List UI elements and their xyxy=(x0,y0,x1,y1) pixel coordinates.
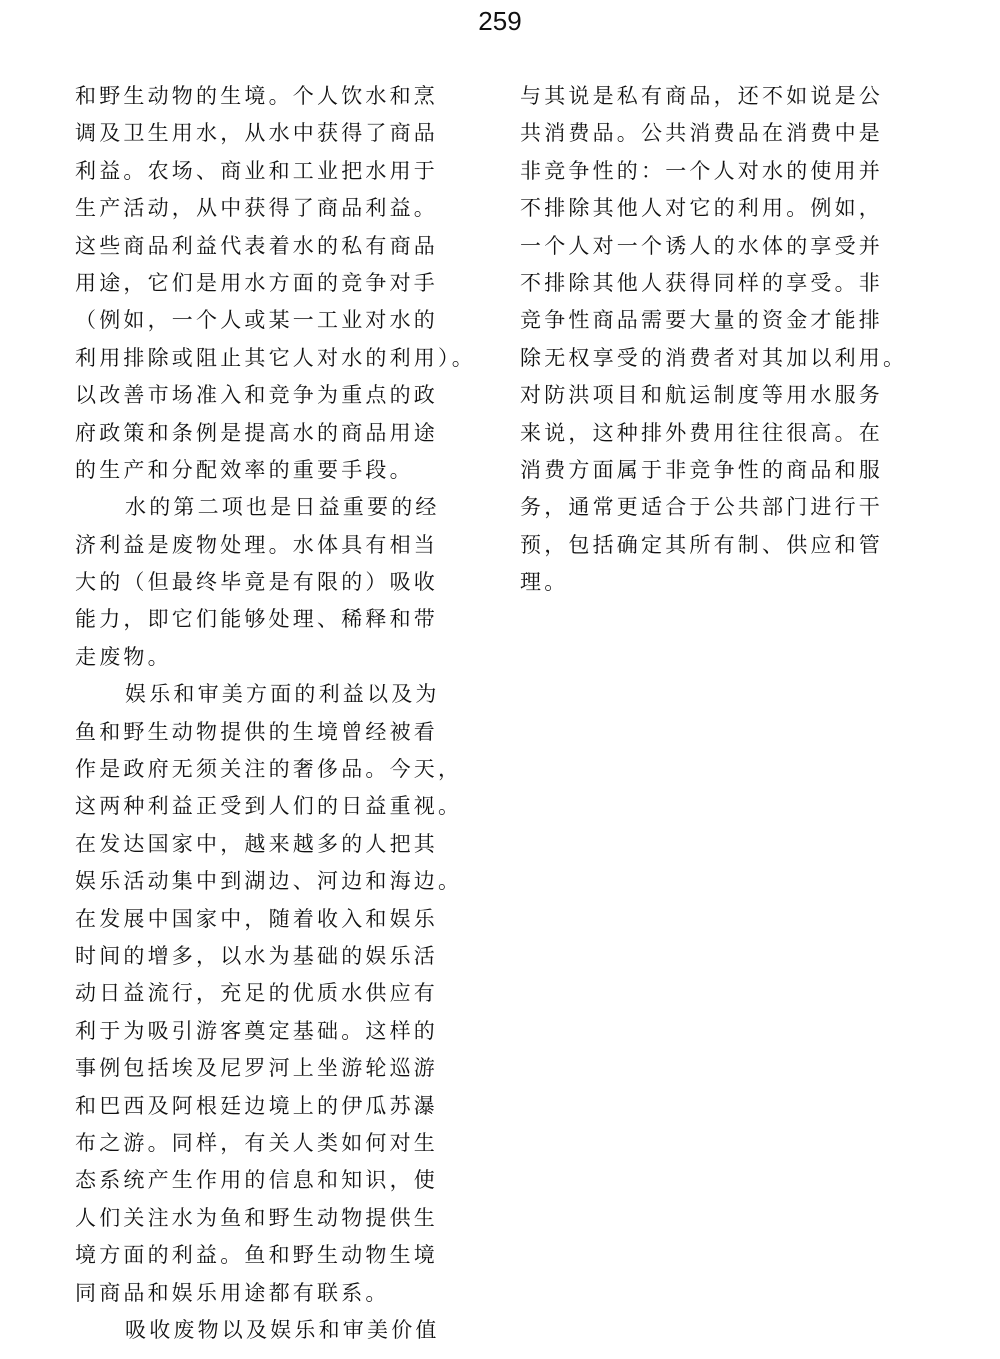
text-line: 同商品和娱乐用途都有联系。 xyxy=(75,1280,390,1305)
paragraph-start-line: 水的第二项也是日益重要的经 xyxy=(125,495,440,520)
text-line: 一个人对一个诱人的水体的享受并 xyxy=(520,233,883,258)
text-line: 动日益流行，充足的优质水供应有 xyxy=(75,981,438,1006)
text-line: 府政策和条例是提高水的商品用途 xyxy=(75,420,438,445)
text-line: 生产活动，从中获得了商品利益。 xyxy=(75,196,438,221)
text-line: 济利益是废物处理。水体具有相当 xyxy=(75,532,438,557)
text-line: 非竞争性的：一个人对水的使用并 xyxy=(520,158,883,183)
text-line: 用途，它们是用水方面的竞争对手 xyxy=(75,270,438,295)
text-line: 利用排除或阻止其它人对水的利用）。 xyxy=(75,345,476,370)
text-line: 和巴西及阿根廷边境上的伊瓜苏瀑 xyxy=(75,1093,438,1118)
text-line: 预，包括确定其所有制、供应和管 xyxy=(520,532,883,557)
text-line: 和野生动物的生境。个人饮水和烹 xyxy=(75,84,438,108)
text-line: 在发展中国家中，随着收入和娱乐 xyxy=(75,906,438,931)
text-line: （例如，一个人或某一工业对水的 xyxy=(75,308,438,333)
text-line: 能力，即它们能够处理、稀释和带 xyxy=(75,607,438,632)
page-number: 259 xyxy=(478,6,522,36)
paragraph-start-line: 吸收废物以及娱乐和审美价值 xyxy=(125,1317,440,1342)
text-line: 大的（但最终毕竟是有限的）吸收 xyxy=(75,570,438,595)
text-line: 作是政府无须关注的奢侈品。今天， xyxy=(75,757,463,782)
text-line: 对防洪项目和航运制度等用水服务 xyxy=(520,383,883,408)
text-line: 鱼和野生动物提供的生境曾经被看 xyxy=(75,719,438,744)
text-line: 与其说是私有商品，还不如说是公 xyxy=(520,84,883,108)
text-line: 消费方面属于非竞争性的商品和服 xyxy=(520,457,883,482)
text-line: 在发达国家中，越来越多的人把其 xyxy=(75,831,438,856)
text-line: 这些商品利益代表着水的私有商品 xyxy=(75,233,438,258)
right-text-column xyxy=(520,78,940,601)
paragraph-start-line: 娱乐和审美方面的利益以及为 xyxy=(125,682,440,707)
text-line: 态系统产生作用的信息和知识，使 xyxy=(75,1168,438,1193)
text-line: 调及卫生用水，从水中获得了商品 xyxy=(75,121,438,146)
text-line: 走废物。 xyxy=(75,644,172,669)
text-line: 时间的增多，以水为基础的娱乐活 xyxy=(75,943,438,968)
text-line: 布之游。同样，有关人类如何对生 xyxy=(75,1130,438,1155)
text-line: 务，通常更适合于公共部门进行干 xyxy=(520,495,883,520)
text-line: 竞争性商品需要大量的资金才能排 xyxy=(520,308,883,333)
text-line: 不排除其他人获得同样的享受。非 xyxy=(520,270,883,295)
text-line: 以改善市场准入和竞争为重点的政 xyxy=(75,383,438,408)
left-text-column xyxy=(75,78,495,1349)
text-line: 的生产和分配效率的重要手段。 xyxy=(75,457,414,482)
text-line: 这两种利益正受到人们的日益重视。 xyxy=(75,794,463,819)
text-line: 不排除其他人对它的利用。例如， xyxy=(520,196,883,221)
text-line: 利于为吸引游客奠定基础。这样的 xyxy=(75,1018,438,1043)
text-line: 利益。农场、商业和工业把水用于 xyxy=(75,158,438,183)
text-line: 除无权享受的消费者对其加以利用。 xyxy=(520,345,908,370)
text-line: 来说，这种排外费用往往很高。在 xyxy=(520,420,883,445)
text-line: 理。 xyxy=(520,570,569,595)
text-line: 共消费品。公共消费品在消费中是 xyxy=(520,121,883,146)
text-line: 境方面的利益。鱼和野生动物生境 xyxy=(75,1243,438,1268)
text-line: 事例包括埃及尼罗河上坐游轮巡游 xyxy=(75,1056,438,1081)
text-line: 人们关注水为鱼和野生动物提供生 xyxy=(75,1205,438,1230)
text-line: 娱乐活动集中到湖边、河边和海边。 xyxy=(75,869,463,894)
